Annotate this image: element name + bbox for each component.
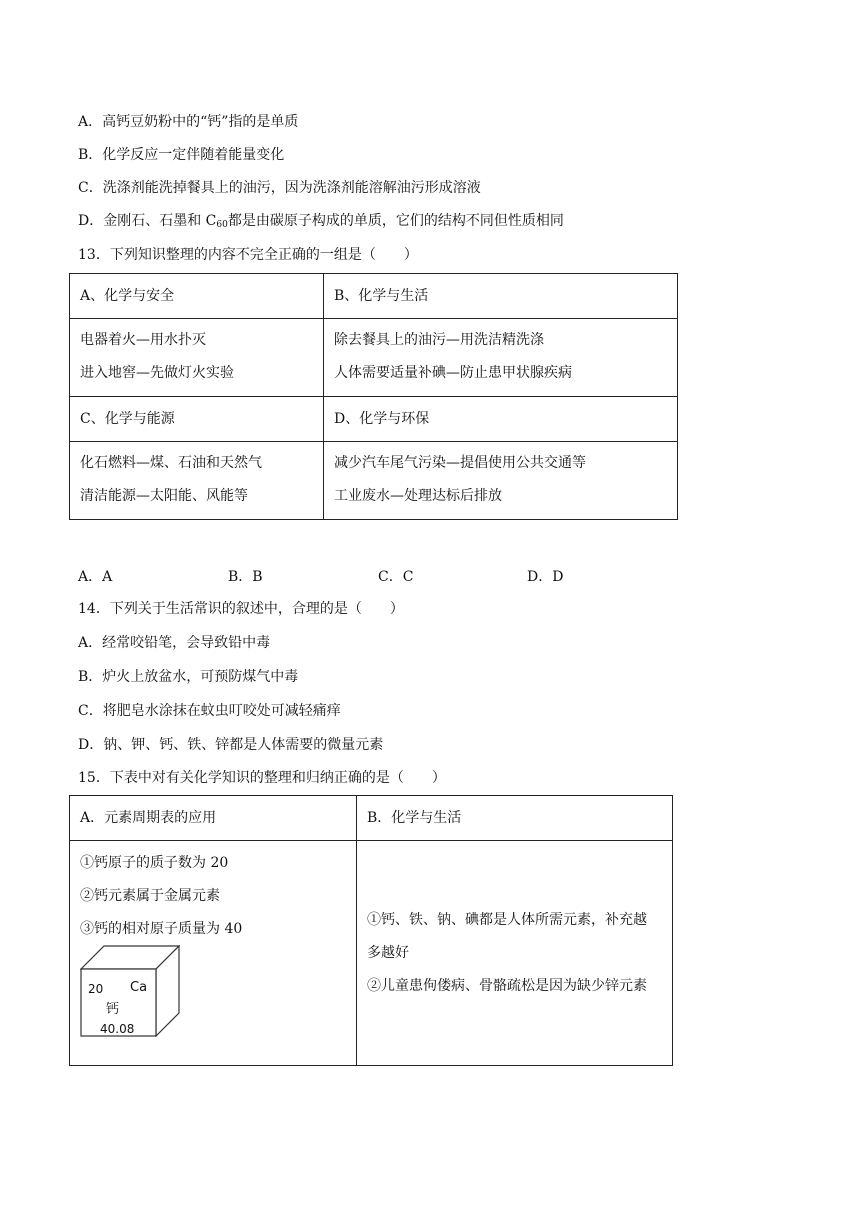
q13-a-line: 电器着火—用水扑灭: [80, 332, 206, 348]
q15-table: [69, 795, 673, 1066]
q13-cell-b-head: B、化学与生活: [324, 274, 678, 319]
q13-cell-c-body: [70, 442, 324, 520]
q14-option-b: B．炉火上放盆水，可预防煤气中毒: [78, 669, 299, 685]
q15-b-line: 多越好: [367, 945, 409, 961]
q13-b-line: 人体需要适量补碘—防止患甲状腺疾病: [334, 365, 572, 381]
q12-option-d-subscript: 60: [216, 220, 228, 230]
q13-b-line: 除去餐具上的油污—用洗洁精洗涤: [334, 332, 544, 348]
q15-b-line: ②儿童患佝偻病、骨骼疏松是因为缺少锌元素: [367, 978, 647, 994]
q15-cell-b-body: [357, 841, 673, 1066]
q14-option-a: A．经常咬铅笔，会导致铅中毒: [78, 635, 271, 651]
element-atomic-number: 20: [88, 982, 104, 996]
q15-cell-a-head: A．元素周期表的应用: [70, 796, 357, 841]
q13-cell-b-body: [324, 319, 678, 397]
q15-b-line: ①钙、铁、钠、碘都是人体所需元素，补充越: [367, 912, 647, 928]
element-symbol: Ca: [130, 980, 148, 995]
q13-d-line: 减少汽车尾气污染—提倡使用公共交通等: [334, 455, 586, 471]
q15-a-line: ③钙的相对原子质量为 40: [80, 921, 243, 937]
q13-options: [78, 566, 678, 586]
q15-stem: 15．下表中对有关化学知识的整理和归纳正确的是（ ）: [78, 770, 446, 786]
q13-table: [69, 273, 678, 520]
q12-option-c: C．洗涤剂能洗掉餐具上的油污，因为洗涤剂能溶解油污形成溶液: [78, 180, 481, 196]
q13-option-d: D．D: [527, 569, 564, 585]
q14-stem: 14．下列关于生活常识的叙述中，合理的是（ ）: [78, 601, 404, 617]
q13-cell-a-head: A、化学与安全: [70, 274, 324, 319]
q13-cell-d-head: D、化学与环保: [324, 397, 678, 442]
q12-option-d-prefix: D．金刚石、石墨和 C: [78, 213, 217, 229]
q13-cell-c-head: C、化学与能源: [70, 397, 324, 442]
q14-option-c: C．将肥皂水涂抹在蚊虫叮咬处可减轻痛痒: [78, 703, 341, 719]
q12-option-b: B．化学反应一定伴随着能量变化: [78, 147, 285, 163]
q13-option-c: C．C: [378, 569, 414, 585]
q13-cell-a-body: [70, 319, 324, 397]
element-name: 钙: [106, 1002, 120, 1017]
q13-c-line: 化石燃料—煤、石油和天然气: [80, 455, 262, 471]
q12-option-d: [78, 211, 564, 235]
q13-option-a: A．A: [78, 569, 113, 585]
q13-cell-d-body: [324, 442, 678, 520]
q15-a-line: ①钙原子的质子数为 20: [80, 855, 229, 871]
q15-cell-b-head: B．化学与生活: [357, 796, 673, 841]
q12-option-d-suffix: 都是由碳原子构成的单质，它们的结构不同但性质相同: [227, 213, 564, 229]
element-atomic-mass: 40.08: [100, 1022, 135, 1036]
calcium-element-cell-image: [80, 945, 180, 1037]
q13-option-b: B．B: [228, 569, 263, 585]
q13-c-line: 清洁能源—太阳能、风能等: [80, 488, 248, 504]
q14-option-d: D．钠、钾、钙、铁、锌都是人体需要的微量元素: [78, 737, 384, 753]
q15-a-line: ②钙元素属于金属元素: [80, 888, 220, 904]
q15-cell-a-body: [70, 841, 357, 1066]
q13-stem: 13．下列知识整理的内容不完全正确的一组是（ ）: [78, 247, 418, 263]
q13-a-line: 进入地窖—先做灯火实验: [80, 365, 234, 381]
q13-d-line: 工业废水—处理达标后排放: [334, 488, 502, 504]
q12-option-a: A．高钙豆奶粉中的“钙”指的是单质: [78, 114, 299, 130]
